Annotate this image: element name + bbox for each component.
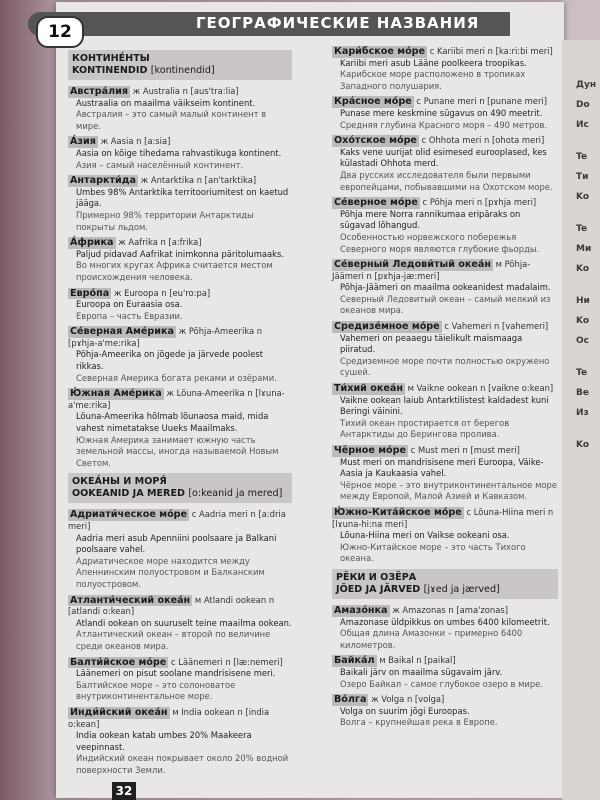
entry-grammar: ж Australia n [aus'tra:lia] bbox=[132, 86, 239, 96]
section-heading bbox=[332, 569, 558, 599]
entry-headword: А́зия bbox=[70, 136, 96, 148]
example-estonian: Läänemeri on pisut soolane mandrisisene meri. bbox=[76, 668, 276, 679]
entry-headline bbox=[332, 135, 558, 147]
next-page-fragment: Te bbox=[576, 368, 588, 378]
entry-headline bbox=[332, 197, 558, 209]
example-russian: Тихий океан простирается от берегов Антарктиды до Берингова пролива. bbox=[340, 417, 510, 440]
entry-headword: Ю́жная Аме́рика bbox=[70, 388, 162, 400]
entry-grammar: м Baikal n [paikal] bbox=[379, 655, 456, 666]
entry-headline bbox=[332, 96, 558, 108]
entry-grammar: с Vahemeri n [vahemeri] bbox=[444, 321, 549, 332]
entry-headline bbox=[68, 86, 292, 98]
example-estonian: Vaikne ookean laiub Antarktilistest kaldadest kuni Beringi väinini. bbox=[340, 394, 549, 417]
dictionary-entry bbox=[68, 657, 292, 703]
example-estonian: Volga on suurim jõgi Euroopas. bbox=[340, 705, 470, 716]
entry-grammar: м Põhja-Jäämeri n [pɤhja-jæ:meri] bbox=[332, 259, 531, 281]
example-estonian: Atlandi ookean on suuruselt teine maailma ookean. bbox=[76, 617, 292, 628]
next-page-fragment: Te bbox=[576, 152, 588, 162]
left-column bbox=[68, 46, 292, 780]
next-page-fragment: Do bbox=[576, 100, 590, 110]
example-estonian: Lõuna-Hiina meri on Vaikse ookeani osa. bbox=[340, 530, 510, 541]
next-page-edge bbox=[562, 40, 600, 800]
entry-grammar: ж Amazonas n [ama'zonas] bbox=[392, 604, 508, 615]
example-russian: Карибское море расположено в тропиках Западного полушария. bbox=[340, 69, 526, 91]
dictionary-entry bbox=[332, 655, 558, 690]
dictionary-entry bbox=[68, 136, 292, 171]
next-page-fragment: Ko bbox=[576, 192, 589, 202]
entry-grammar: м Atlandi ookean n [atlandi o:kean] bbox=[68, 594, 275, 617]
example-estonian: Lõuna-Ameerika hõlmab lõunaosa maid, mida vahest nimetatakse Uueks Maailmaks. bbox=[76, 411, 269, 434]
example-estonian: Kaks vene uurijat olid esimesed eurooplased, kes külastadi Ohhota merd. bbox=[340, 146, 547, 169]
next-page-fragment: Te bbox=[576, 224, 588, 234]
entry-headline bbox=[68, 595, 292, 618]
next-page-fragment: Ти bbox=[576, 172, 589, 182]
dictionary-entry bbox=[332, 321, 558, 379]
entry-headline bbox=[332, 321, 558, 333]
entry-grammar: с Ohhota meri n [ohota meri] bbox=[421, 135, 545, 146]
dictionary-entry bbox=[68, 86, 292, 132]
entry-grammar: с Must meri n [must meri] bbox=[410, 445, 520, 455]
section-title-et bbox=[72, 65, 287, 77]
example-russian: Средиземное море почти полностью окружено сушей. bbox=[340, 355, 550, 378]
section-pronunciation: [jɤed ja jærved] bbox=[423, 583, 500, 595]
example-estonian: Põhja-Ameerika on jõgede ja järvede poolest rikkas. bbox=[76, 349, 264, 372]
next-page-fragment: Ми bbox=[576, 244, 592, 254]
next-page-fragment: Ko bbox=[576, 316, 589, 326]
section-title-ru: КОНТИНЕ́НТЫ bbox=[72, 53, 150, 64]
example-estonian: Punase mere keskmine sügavus on 490 meetrit. bbox=[340, 107, 543, 118]
dictionary-entry bbox=[332, 259, 558, 317]
dictionary-entry bbox=[332, 605, 558, 651]
section-heading bbox=[68, 473, 292, 503]
example-russian: Два русских исследователя были первыми европейцами, побывавшими на Охотском море. bbox=[340, 169, 553, 192]
entry-headword: А́фрика bbox=[70, 237, 114, 249]
next-page-fragment: Ko bbox=[576, 440, 589, 450]
entry-grammar: ж Põhja-Ameerika n [pɤhja-a'me:rika] bbox=[68, 326, 263, 348]
example-estonian: Euroopa on Euraasia osa. bbox=[76, 299, 183, 310]
section-heading bbox=[68, 50, 292, 80]
entry-headword: Байка́л bbox=[334, 655, 375, 667]
dictionary-entry bbox=[332, 135, 558, 193]
entry-grammar: ж Lõuna-Ameerika n [lɤuna-a'me:rika] bbox=[68, 388, 285, 410]
entry-headword: Ти́хий океа́н bbox=[334, 383, 403, 395]
next-page-fragment: Из bbox=[576, 408, 589, 418]
next-page-fragment: Дун bbox=[576, 80, 597, 90]
example-russian: Азия – самый населённый континент. bbox=[76, 159, 244, 170]
section-title-et bbox=[336, 584, 553, 596]
dictionary-entry bbox=[68, 707, 292, 777]
entry-headword: Адриати́ческое мо́ре bbox=[70, 509, 188, 521]
dictionary-entry bbox=[68, 288, 292, 323]
dictionary-entry bbox=[332, 96, 558, 131]
page-number-badge: 12 bbox=[36, 16, 84, 48]
section-title-et-text: KONTINENDID bbox=[72, 65, 148, 76]
example-russian: Северный Ледовитый океан – самый мелкий из океанов мира. bbox=[340, 293, 551, 316]
next-page-fragment: Ko bbox=[576, 264, 589, 274]
example-russian: Озеро Байкал – самое глубокое озеро в мире. bbox=[340, 678, 543, 689]
entry-grammar: с Aadria meri n [a:dria meri] bbox=[68, 509, 286, 531]
entry-headword: Се́верное мо́ре bbox=[334, 197, 418, 209]
dictionary-entry bbox=[68, 326, 292, 384]
section-pronunciation: [kontinendid] bbox=[150, 65, 215, 76]
example-estonian: Põhja-Jäämeri on maailma ookeanidest madalaim. bbox=[340, 282, 551, 293]
next-page-fragment: Be bbox=[576, 388, 589, 398]
entry-grammar: с Kariibi meri n [ka:ri:bi meri] bbox=[429, 46, 553, 56]
entry-grammar: ж Volga n [volga] bbox=[371, 694, 445, 705]
entry-headline bbox=[332, 445, 558, 457]
example-russian: Общая длина Амазонки – примерно 6400 километров. bbox=[340, 628, 523, 650]
entry-grammar: с Lõuna-Hiina meri n [lɤuna-hi:na meri] bbox=[332, 506, 554, 529]
entry-grammar: ж Aafrika n [a:frika] bbox=[118, 237, 202, 248]
entry-headline bbox=[332, 605, 558, 617]
dictionary-entry bbox=[332, 445, 558, 503]
example-estonian: Amazonase üldpikkus on umbes 6400 kilomeetrit. bbox=[340, 616, 550, 627]
example-russian: Балтийское море – это солоноватое внутриконтинентальное море. bbox=[76, 679, 236, 702]
example-russian: Северная Америка богата реками и озёрами. bbox=[76, 372, 277, 383]
entry-grammar: ж Antarktika n [an'tarktika] bbox=[140, 175, 257, 186]
entry-headline bbox=[68, 388, 292, 411]
example-russian: Особенностью норвежского побережья Северного моря являются глубокие фьорды. bbox=[340, 231, 540, 254]
entry-headline bbox=[68, 657, 292, 669]
example-estonian: Vahemeri on peaaegu täielikult maismaaga piiratud. bbox=[340, 332, 523, 355]
entry-headword: Инди́йский океа́н bbox=[70, 706, 168, 718]
entry-grammar: с Läänemeri n [læ:nemeri] bbox=[170, 656, 283, 667]
entry-headword: Антаркти́да bbox=[70, 175, 136, 187]
next-page-fragment: Ис bbox=[576, 120, 589, 130]
entry-headline bbox=[68, 175, 292, 187]
example-estonian: Aadria meri asub Apenniini poolsaare ja Balkani poolsaare vahel. bbox=[76, 532, 277, 555]
entry-grammar: м India ookean n [india o:kean] bbox=[68, 706, 270, 729]
entry-headline bbox=[332, 507, 558, 530]
entry-grammar: с Põhja meri n [pɤhja meri] bbox=[422, 197, 537, 208]
example-russian: Волга – крупнейшая река в Европе. bbox=[340, 717, 498, 728]
section-title-et bbox=[72, 488, 287, 500]
example-russian: Чёрное море – это внутриконтинентальное море между Европой, Малой Азией и Кавказом. bbox=[340, 479, 558, 502]
section-title-et-text: JÕED JA JÄRVED bbox=[336, 583, 421, 595]
example-russian: Адриатическое море находится между Апеннинским полуостровом и Балканским полуостровом. bbox=[76, 555, 265, 589]
entry-headword: Се́верная Аме́рика bbox=[70, 326, 174, 338]
entry-grammar: с Punane meri n [punane meri] bbox=[416, 96, 547, 107]
entry-headword: Кари́бское мо́ре bbox=[334, 46, 426, 57]
entry-headline bbox=[332, 655, 558, 667]
entry-headword: Евро́па bbox=[70, 287, 110, 299]
entry-headline bbox=[332, 694, 558, 706]
dictionary-entry bbox=[332, 46, 558, 92]
entry-headword: Средизе́мное мо́ре bbox=[334, 321, 440, 333]
entry-headword: Австра́лия bbox=[70, 86, 128, 97]
example-estonian: Aasia on kõige tihedama rahvastikuga kontinent. bbox=[76, 147, 282, 158]
footer-page-number: 32 bbox=[112, 782, 136, 800]
example-estonian: Paljud pidavad Aafrikat inimkonna päritolumaaks. bbox=[76, 248, 285, 259]
example-estonian: Must meri on mandrisisene meri Euroopa, Väike-Aasia ja Kaukaasia vahel. bbox=[340, 456, 544, 479]
dictionary-entry bbox=[68, 237, 292, 283]
dictionary-entry bbox=[332, 197, 558, 255]
entry-headline bbox=[332, 259, 558, 282]
entry-headline bbox=[68, 237, 292, 249]
section-title-ru: ОКЕА́НЫ И МОРЯ́ bbox=[72, 476, 167, 488]
dictionary-entry bbox=[332, 383, 558, 441]
entry-grammar: м Vaikne ookean n [vaikne o:kean] bbox=[407, 383, 554, 394]
section-title-ru: РЁКИ И ОЗЁРА bbox=[336, 571, 417, 583]
entry-headline bbox=[68, 326, 292, 349]
dictionary-entry bbox=[68, 175, 292, 233]
example-estonian: Baikali järv on maailma sügavaim järv. bbox=[340, 666, 503, 677]
example-estonian: Umbes 98% Antarktika territooriumitest on kaetud jääga. bbox=[76, 186, 289, 209]
dictionary-entry bbox=[332, 694, 558, 729]
section-pronunciation: [o:keanid ja mered] bbox=[188, 488, 283, 500]
entry-headword: Балти́йское мо́ре bbox=[70, 656, 167, 668]
dictionary-entry bbox=[332, 507, 558, 565]
entry-headword: Ю́жно-Кита́йское мо́ре bbox=[334, 506, 462, 518]
section-title-et-text: OOKEANID JA MERED bbox=[72, 488, 185, 500]
entry-headline bbox=[332, 46, 558, 58]
example-russian: Австралия – это самый малый континент в мире. bbox=[76, 109, 267, 131]
entry-headline bbox=[332, 383, 558, 395]
example-estonian: Austraalia on maailma väikseim kontinent. bbox=[76, 97, 256, 108]
page-title: ГЕОГРАФИЧЕСКИЕ НАЗВАНИЯ bbox=[196, 14, 480, 32]
example-russian: Индийский океан покрывает около 20% водной поверхности Земли. bbox=[76, 753, 289, 775]
right-column bbox=[332, 46, 558, 733]
example-estonian: India ookean katab umbes 20% Maakeera veepinnast. bbox=[76, 730, 252, 752]
entry-headline bbox=[68, 136, 292, 148]
dictionary-entry bbox=[68, 388, 292, 469]
entry-headword: Атланти́ческий океа́н bbox=[70, 594, 191, 606]
example-russian: Южная Америка занимает южную часть земельной массы, иногда называемой Новым Светом. bbox=[76, 434, 279, 468]
entry-grammar: ж Euroopa n [eu'ro:pa] bbox=[113, 287, 211, 298]
example-estonian: Kariibi meri asub Lääne poolkeera troopikas. bbox=[340, 57, 527, 68]
next-page-fragment: Ос bbox=[576, 336, 589, 346]
dictionary-entry bbox=[68, 509, 292, 590]
next-page-fragment: Ни bbox=[576, 296, 590, 306]
dictionary-entry bbox=[68, 595, 292, 653]
entry-headline bbox=[68, 288, 292, 300]
entry-headword: Амазо́нка bbox=[334, 604, 388, 616]
example-russian: Южно-Китайское море – это часть Тихого океана. bbox=[340, 541, 526, 564]
entry-headword: Кра́сное мо́ре bbox=[334, 96, 412, 108]
entry-headline bbox=[68, 707, 292, 730]
entry-headword: Чёрное мо́ре bbox=[334, 445, 406, 456]
entry-headline bbox=[68, 509, 292, 532]
example-russian: Атлантический океан – второй по величине среди океанов мира. bbox=[76, 629, 271, 651]
example-estonian: Põhja mere Norra rannikumaa eripäraks on sügavad lõhangud. bbox=[340, 208, 521, 231]
example-russian: Средняя глубина Красного моря – 490 метров. bbox=[340, 119, 548, 130]
entry-grammar: ж Aasia n [a:sia] bbox=[100, 136, 171, 147]
example-russian: Примерно 98% территории Антарктиды покрыты льдом. bbox=[76, 209, 254, 232]
entry-headword: Во́лга bbox=[334, 694, 367, 706]
example-russian: Во многих кругах Африка считается местом происхождения человека. bbox=[76, 260, 273, 282]
entry-headword: Охо́тское мо́ре bbox=[334, 135, 417, 147]
entry-headword: Се́верный Ледови́тый океа́н bbox=[334, 259, 491, 271]
example-russian: Европа – часть Евразии. bbox=[76, 310, 183, 321]
